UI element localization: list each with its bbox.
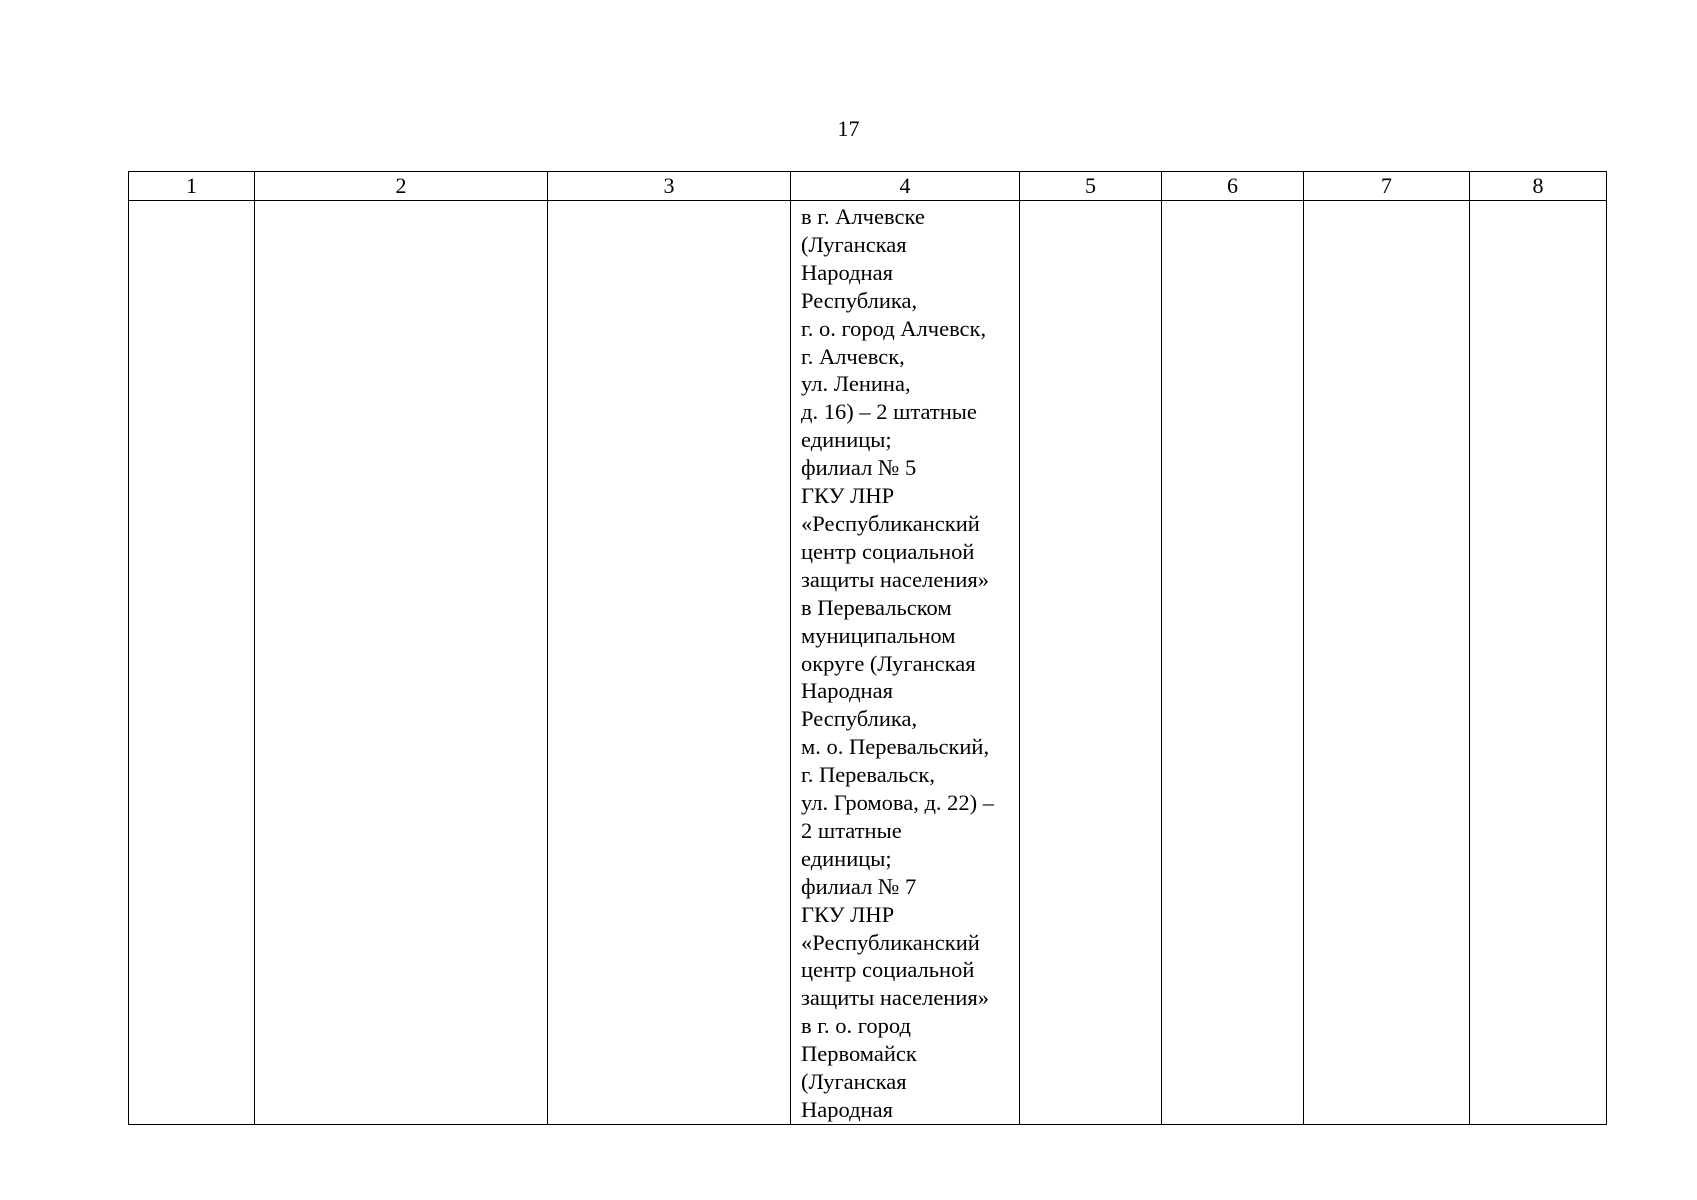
cell-text-line: д. 16) – 2 штатные xyxy=(801,399,977,425)
cell-text-line: г. Перевальск, xyxy=(801,762,935,788)
cell-col-6 xyxy=(1162,201,1304,1125)
cell-text-line: Народная xyxy=(801,678,893,704)
cell-text-line: Республика, xyxy=(801,706,918,732)
cell-col-7 xyxy=(1304,201,1470,1125)
cell-text-line: ул. Ленина, xyxy=(801,371,911,397)
cell-text-line: в г. Алчевске xyxy=(801,204,925,229)
cell-text-line: центр социальной xyxy=(801,957,975,983)
column-header-4: 4 xyxy=(791,172,1020,201)
cell-text-line: ГКУ ЛНР xyxy=(801,901,895,927)
column-header-6: 6 xyxy=(1162,172,1304,201)
cell-text-line: единицы; xyxy=(801,845,892,871)
cell-text-line: «Республиканский xyxy=(801,929,980,955)
cell-col-5 xyxy=(1020,201,1162,1125)
cell-text-line: 2 штатные xyxy=(801,817,902,843)
cell-col-4-text xyxy=(791,201,1019,1124)
cell-col-2 xyxy=(255,201,548,1125)
cell-col-8 xyxy=(1470,201,1607,1125)
cell-text-line: Республика, xyxy=(801,287,918,313)
cell-text-line: Первомайск xyxy=(801,1041,917,1067)
cell-text-line: в г. о. город xyxy=(801,1013,911,1039)
column-header-7: 7 xyxy=(1304,172,1470,201)
cell-text-line: Народная xyxy=(801,1097,893,1122)
cell-text-line: филиал № 7 xyxy=(801,873,917,899)
data-table xyxy=(128,171,1607,1125)
header-row xyxy=(129,172,1607,201)
cell-text-line: ГКУ ЛНР xyxy=(801,483,895,509)
cell-text-line: м. о. Перевальский, xyxy=(801,734,990,760)
column-header-8: 8 xyxy=(1470,172,1607,201)
cell-text-line: единицы; xyxy=(801,427,892,453)
cell-text-line: ул. Громова, д. 22) – xyxy=(801,790,995,816)
cell-text-line: защиты населения» xyxy=(801,985,989,1011)
column-header-3: 3 xyxy=(548,172,791,201)
cell-text-line: (Луганская xyxy=(801,231,907,257)
column-header-2: 2 xyxy=(255,172,548,201)
page-number: 17 xyxy=(837,116,860,141)
cell-text-line: в Перевальском xyxy=(801,594,952,620)
cell-text-line: округе (Луганская xyxy=(801,650,976,676)
cell-text-line: г. о. город Алчевск, xyxy=(801,315,987,341)
cell-text-line: филиал № 5 xyxy=(801,455,917,481)
cell-text-line: г. Алчевск, xyxy=(801,343,905,369)
cell-text-line: защиты населения» xyxy=(801,566,989,592)
cell-col-4 xyxy=(791,201,1020,1125)
cell-col-1 xyxy=(129,201,255,1125)
cell-text-line: (Луганская xyxy=(801,1069,907,1095)
cell-text-line: Народная xyxy=(801,259,893,285)
cell-text-line: «Республиканский xyxy=(801,510,980,536)
column-header-5: 5 xyxy=(1020,172,1162,201)
column-header-1: 1 xyxy=(129,172,255,201)
table-row xyxy=(129,201,1607,1125)
cell-col-3 xyxy=(548,201,791,1125)
cell-text-line: центр социальной xyxy=(801,538,975,564)
cell-text-line: муниципальном xyxy=(801,622,956,648)
